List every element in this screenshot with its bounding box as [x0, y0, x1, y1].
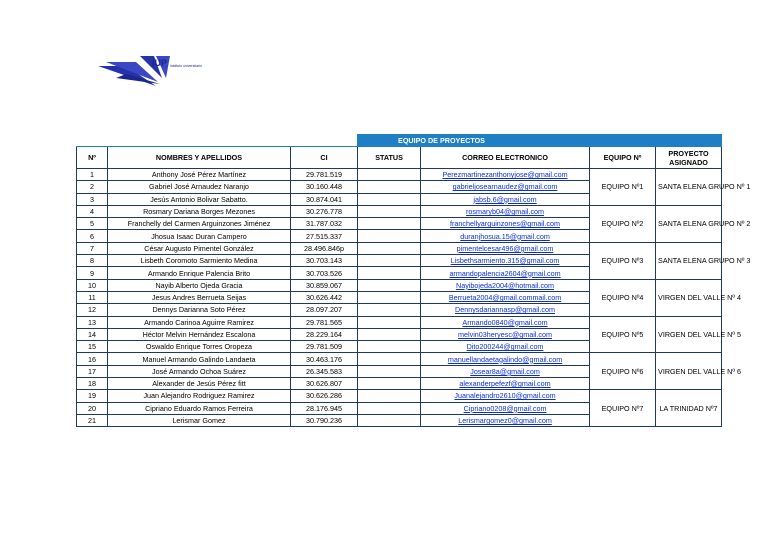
member-email	[421, 291, 590, 303]
member-ci: 27.515.337	[291, 230, 358, 242]
project-label: VIRGEN DEL VALLE Nº 4	[656, 279, 722, 316]
member-name: Juan Alejandro Rodriguez Ramirez	[108, 390, 291, 402]
member-name: Gabriel José Arnaudez Naranjo	[108, 181, 291, 193]
row-number: 14	[77, 328, 108, 340]
row-number: 5	[77, 218, 108, 230]
member-status	[358, 169, 421, 181]
team-label: EQUIPO Nº3	[590, 242, 656, 279]
member-name: Héctor Melvin Hernández Escalona	[108, 328, 291, 340]
row-number: 21	[77, 414, 108, 426]
member-status	[358, 279, 421, 291]
row-number: 2	[77, 181, 108, 193]
member-ci: 30.626.286	[291, 390, 358, 402]
member-ci: 30.703.526	[291, 267, 358, 279]
table-row	[77, 353, 722, 365]
member-status	[358, 353, 421, 365]
member-status	[358, 242, 421, 254]
member-email	[421, 402, 590, 414]
team-label: EQUIPO Nº6	[590, 353, 656, 390]
email-link[interactable]: alexanderpefezf@gmail.com	[459, 379, 551, 389]
member-name: Alexander de Jesús Pérez fitt	[108, 378, 291, 390]
team-label: EQUIPO Nº2	[590, 205, 656, 242]
member-ci: 28.229.164	[291, 328, 358, 340]
header-name: NOMBRES Y APELLIDOS	[108, 147, 291, 169]
member-status	[358, 230, 421, 242]
member-email	[421, 378, 590, 390]
member-ci: 30.160.448	[291, 181, 358, 193]
member-email	[421, 218, 590, 230]
email-link[interactable]: jabsb.6@gmail.com	[473, 194, 537, 204]
logo-caption: instituto universitario	[170, 64, 202, 68]
member-status	[358, 390, 421, 402]
email-link[interactable]: gabrieljosearnaudez@gmail.com	[452, 182, 558, 192]
member-status	[358, 291, 421, 303]
header-ci: CI	[291, 147, 358, 169]
row-number: 6	[77, 230, 108, 242]
member-email	[421, 169, 590, 181]
header-email: CORREO ELECTRONICO	[421, 147, 590, 169]
member-name: Dennys Darianna Soto Pérez	[108, 304, 291, 316]
row-number: 11	[77, 291, 108, 303]
member-ci: 30.703.143	[291, 255, 358, 267]
member-name: Armando Enrique Palencia Brito	[108, 267, 291, 279]
member-status	[358, 304, 421, 316]
member-ci: 28.097.207	[291, 304, 358, 316]
row-number: 13	[77, 316, 108, 328]
member-name: César Augusto Pimentel González	[108, 242, 291, 254]
email-link[interactable]: Josear8a@gmail.com	[470, 366, 540, 376]
project-label: VIRGEN DEL VALLE Nº 5	[656, 316, 722, 353]
member-email	[421, 328, 590, 340]
member-name: Lerismar Gomez	[108, 414, 291, 426]
row-number: 17	[77, 365, 108, 377]
member-email	[421, 279, 590, 291]
member-email	[421, 414, 590, 426]
member-name: Nayib Alberto Ojeda Gracia	[108, 279, 291, 291]
member-status	[358, 378, 421, 390]
member-ci: 28.176.945	[291, 402, 358, 414]
team-label: EQUIPO Nº4	[590, 279, 656, 316]
table-row	[77, 316, 722, 328]
member-email	[421, 316, 590, 328]
email-link[interactable]: armandopalencia2604@gmail.com	[449, 268, 561, 278]
header-num: Nº	[77, 147, 108, 169]
member-email	[421, 193, 590, 205]
header-team: EQUIPO Nº	[590, 147, 656, 169]
member-ci: 29.781.509	[291, 341, 358, 353]
member-name: Jesus Andres Berrueta Seijas	[108, 291, 291, 303]
member-email	[421, 205, 590, 217]
row-number: 4	[77, 205, 108, 217]
member-name: Anthony José Pérez Martínez	[108, 169, 291, 181]
member-email	[421, 341, 590, 353]
member-name: Armando Carinoa Aguirre Ramirez	[108, 316, 291, 328]
member-status	[358, 267, 421, 279]
row-number: 10	[77, 279, 108, 291]
row-number: 15	[77, 341, 108, 353]
member-name: Rosmary Dariana Borges Mezones	[108, 205, 291, 217]
row-number: 7	[77, 242, 108, 254]
member-status	[358, 193, 421, 205]
table-row	[77, 205, 722, 217]
member-ci: 31.787.032	[291, 218, 358, 230]
member-email	[421, 230, 590, 242]
member-name: Manuel Armando Galindo Landaeta	[108, 353, 291, 365]
team-label: EQUIPO Nº1	[590, 169, 656, 206]
table-banner: EQUIPO DE PROYECTOS	[358, 135, 722, 147]
member-ci: 30.276.778	[291, 205, 358, 217]
row-number: 18	[77, 378, 108, 390]
email-link[interactable]: Lerismargomez0@gmail.com	[458, 416, 552, 426]
table-row	[77, 279, 722, 291]
email-link[interactable]: pimentelcesar496@gmail.com	[456, 243, 554, 253]
email-link[interactable]: franchellyarguinzones@gmail.com	[450, 219, 561, 229]
header-status: STATUS	[358, 147, 421, 169]
member-status	[358, 205, 421, 217]
project-label: SANTA ELENA GRUPO Nº 2	[656, 205, 722, 242]
team-label: EQUIPO Nº5	[590, 316, 656, 353]
member-ci: 29.781.565	[291, 316, 358, 328]
email-link[interactable]: Cipriano0208@gmail.com	[463, 403, 547, 413]
band-spacer	[77, 135, 358, 147]
row-number: 1	[77, 169, 108, 181]
member-status	[358, 402, 421, 414]
table-row	[77, 390, 722, 402]
member-email	[421, 390, 590, 402]
member-status	[358, 414, 421, 426]
member-status	[358, 341, 421, 353]
member-name: Oswaldo Enrique Torres Oropeza	[108, 341, 291, 353]
email-link[interactable]: rosmaryb04@gmail.com	[466, 207, 545, 217]
member-name: Jesús Antonio Bolivar Sabatto.	[108, 193, 291, 205]
team-label: EQUIPO Nº7	[590, 390, 656, 427]
member-ci: 30.626.442	[291, 291, 358, 303]
member-status	[358, 316, 421, 328]
member-status	[358, 328, 421, 340]
svg-text:IUP: IUP	[152, 58, 168, 68]
member-ci: 30.790.236	[291, 414, 358, 426]
email-link[interactable]: manuellandaetagalindo@gmail.com	[447, 354, 563, 364]
member-ci: 30.626.807	[291, 378, 358, 390]
member-email	[421, 365, 590, 377]
member-name: Cipriano Eduardo Ramos Ferreira	[108, 402, 291, 414]
member-ci: 28.496.846p	[291, 242, 358, 254]
member-name: Jhosua Isaac Duran Campero	[108, 230, 291, 242]
project-label: SANTA ELENA GRUPO Nº 3	[656, 242, 722, 279]
table-row	[77, 242, 722, 254]
row-number: 20	[77, 402, 108, 414]
member-email	[421, 304, 590, 316]
member-status	[358, 365, 421, 377]
email-link[interactable]: Berrueta2004@gmail.commail.com	[448, 293, 562, 303]
email-link[interactable]: Dennysdariannasp@gmail.com	[455, 305, 556, 315]
member-ci: 30.859.067	[291, 279, 358, 291]
member-name: Lisbeth Coromoto Sarmiento Medina	[108, 255, 291, 267]
table-row	[77, 169, 722, 181]
member-email	[421, 255, 590, 267]
project-label: SANTA ELENA GRUPO Nº 1	[656, 169, 722, 206]
row-number: 3	[77, 193, 108, 205]
row-number: 19	[77, 390, 108, 402]
member-status	[358, 218, 421, 230]
email-link[interactable]: Juanalejandro2610@gmail.com	[454, 391, 556, 401]
email-link[interactable]: duranjhosua.15@gmail.com	[460, 231, 550, 241]
email-link[interactable]: melvin03heryesc@gmail.com	[458, 330, 553, 339]
member-email	[421, 267, 590, 279]
member-status	[358, 181, 421, 193]
member-name: José Armando Ochoa Suárez	[108, 365, 291, 377]
member-ci: 30.874.041	[291, 193, 358, 205]
project-label: VIRGEN DEL VALLE Nº 6	[656, 353, 722, 390]
member-ci: 29.781.519	[291, 169, 358, 181]
email-link[interactable]: Armando0840@gmail.com	[462, 317, 548, 327]
member-status	[358, 255, 421, 267]
member-ci: 26.345.583	[291, 365, 358, 377]
row-number: 8	[77, 255, 108, 267]
header-project: PROYECTO ASIGNADO	[656, 147, 722, 169]
logo-emblem-icon	[96, 52, 216, 92]
member-ci: 30.463.176	[291, 353, 358, 365]
project-label: LA TRINIDAD Nº7	[656, 390, 722, 427]
row-number: 12	[77, 304, 108, 316]
email-link[interactable]: Nayibojeda2004@hotmail.com	[456, 280, 555, 290]
member-name: Franchelly del Carmen Arguinzones Jiménez	[108, 218, 291, 230]
email-link[interactable]: Perezmartinezanthonyjose@gmail.com	[442, 170, 568, 180]
row-number: 16	[77, 353, 108, 365]
member-email	[421, 181, 590, 193]
email-link[interactable]: Dito200244@gmail.com	[466, 342, 544, 352]
row-number: 9	[77, 267, 108, 279]
member-email	[421, 353, 590, 365]
institution-logo	[96, 52, 216, 92]
project-teams-table	[76, 134, 751, 427]
email-link[interactable]: Lisbethsarmiento.315@gmail.com	[450, 256, 560, 266]
member-email	[421, 242, 590, 254]
